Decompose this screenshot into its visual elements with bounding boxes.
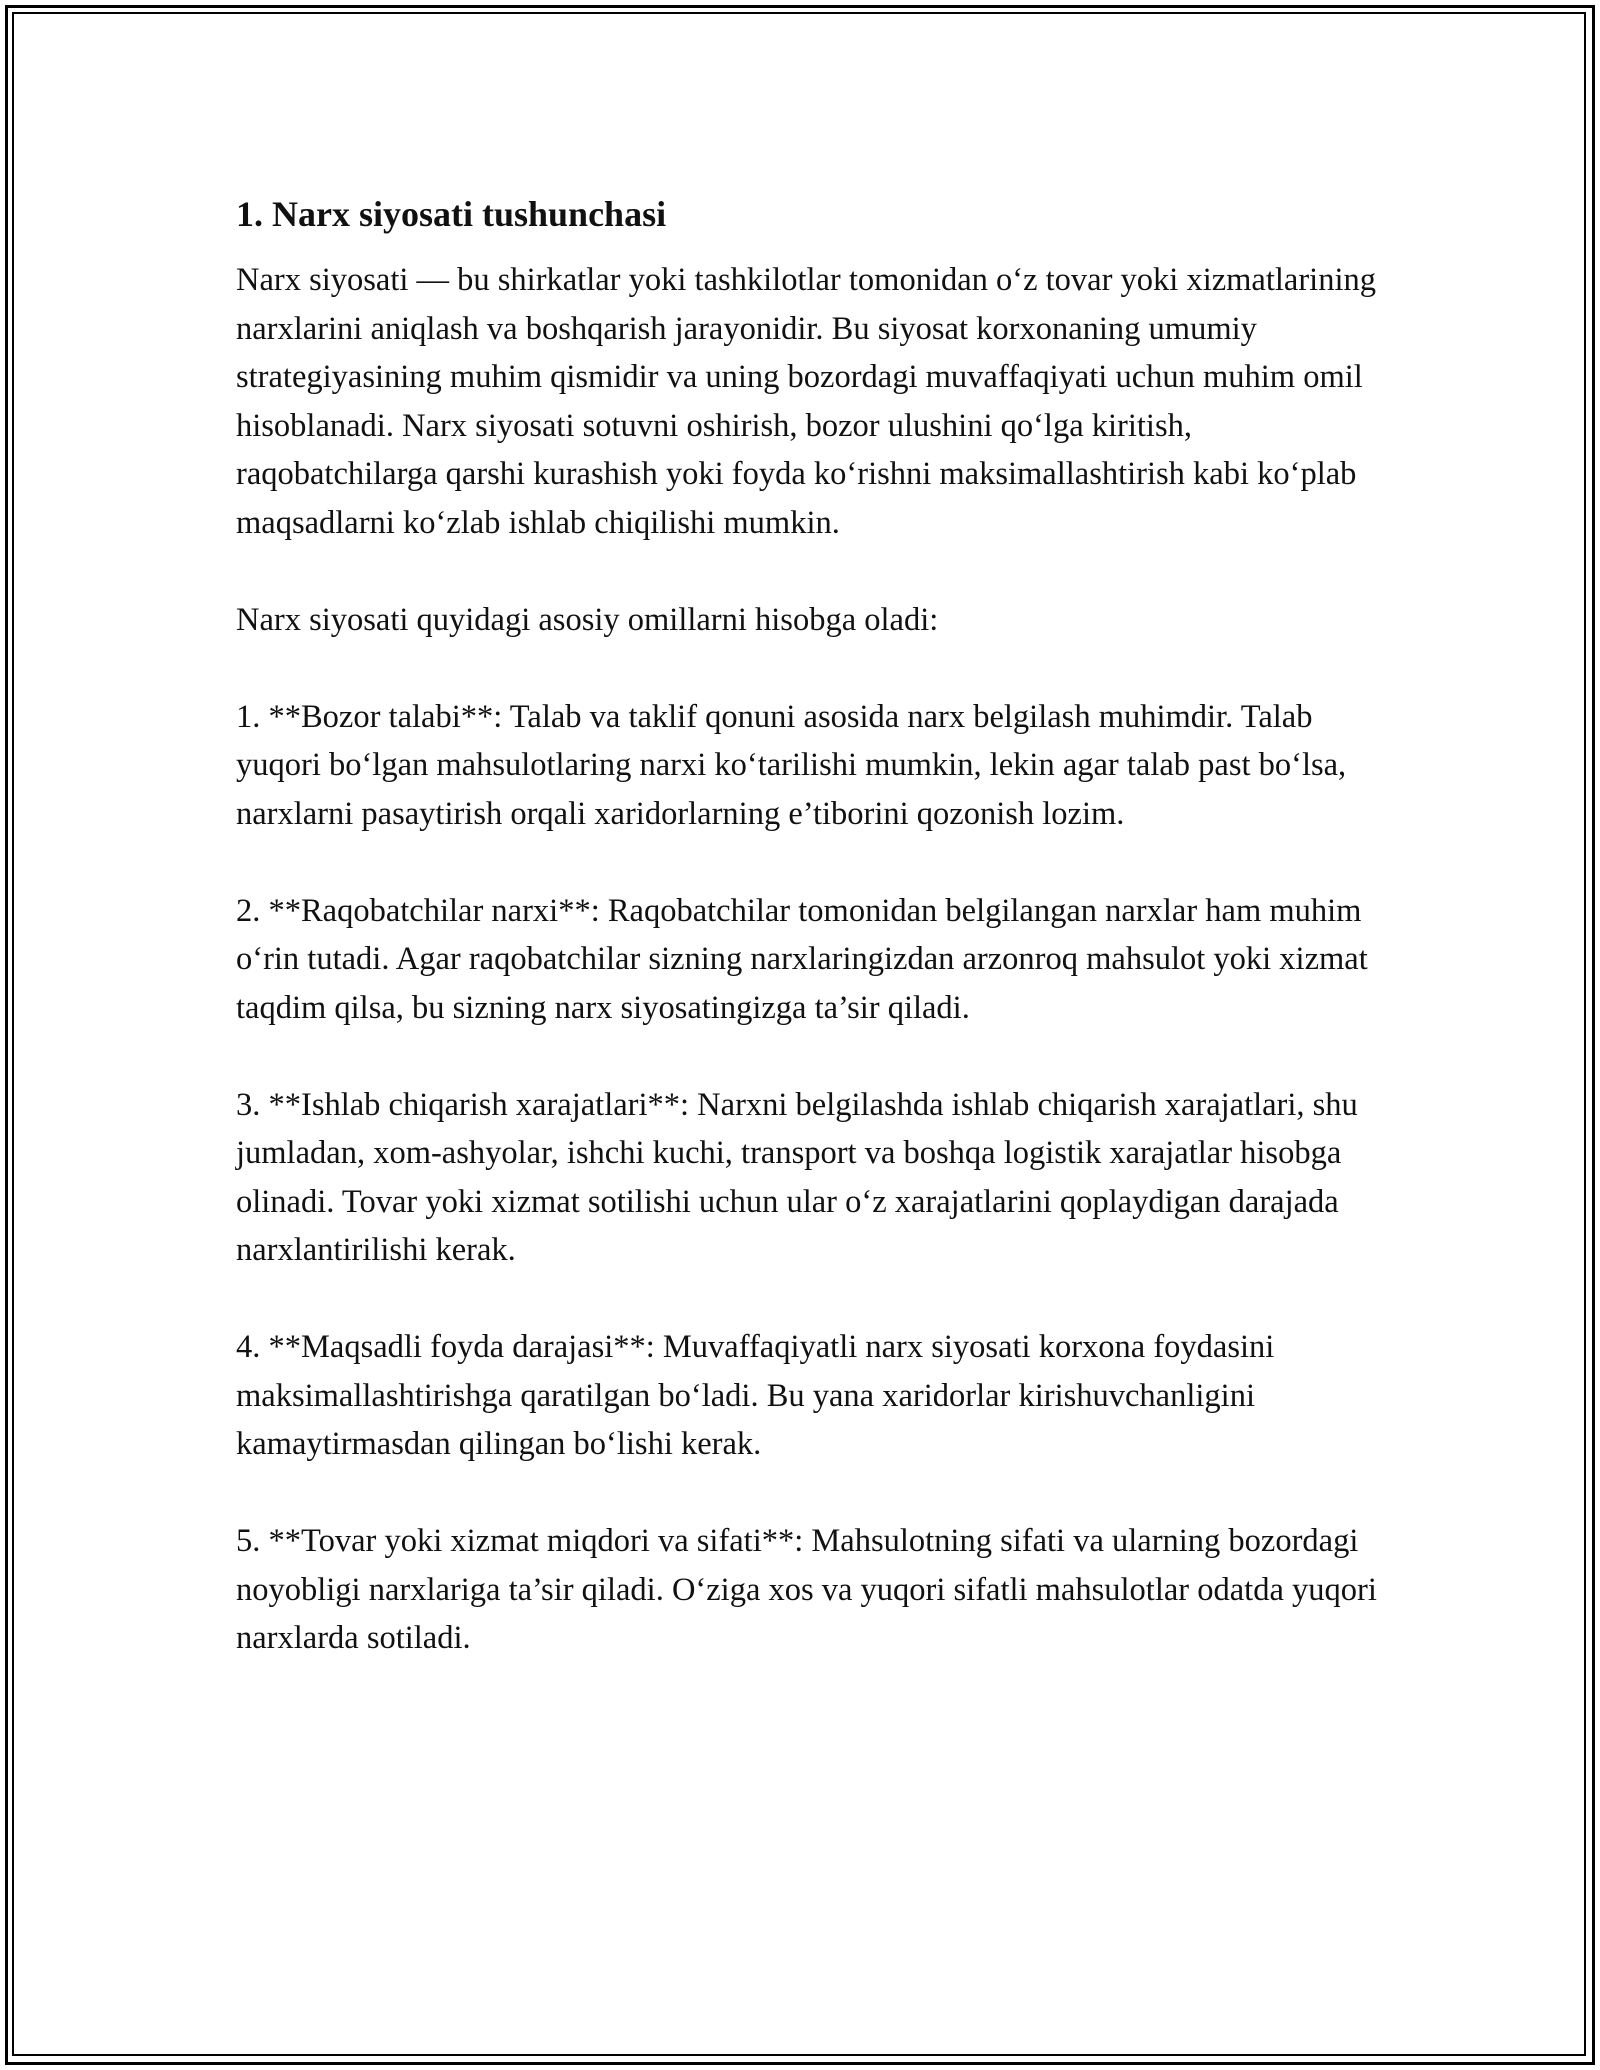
list-item-production-costs: 3. **Ishlab chiqarish xarajatlari**: Narxni belgilashda ishlab chiqarish xarajatlari, shu jumladan, xom-ashyolar, ishchi kuchi, transport va boshqa logistik xarajatlar hisobga olinadi. Tovar yoki xizmat sotilishi uchun ular o‘z xarajatlarini qoplaydigan darajada narxlantirilishi kerak. xyxy=(236,1086,1358,1268)
paragraph-factors-intro: Narx siyosati quyidagi asosiy omillarni hisobga oladi: xyxy=(236,601,939,638)
document-body xyxy=(236,188,1386,1711)
document-title: 1. Narx siyosati tushunchasi xyxy=(236,194,667,234)
list-item-target-profit: 4. **Maqsadli foyda darajasi**: Muvaffaqiyatli narx siyosati korxona foydasini maksimallashtirishga qaratilgan bo‘ladi. Bu yana xaridorlar kirishuvchanligini kamaytirmasdan qilingan bo‘lishi kerak. xyxy=(236,1329,1275,1462)
list-item-competitor-prices: 2. **Raqobatchilar narxi**: Raqobatchilar tomonidan belgilangan narxlar ham muhim o‘rin tutadi. Agar raqobatchilar sizning narxlaringizdan arzonroq mahsulot yoki xizmat taqdim qilsa, bu sizning narx siyosatingizga ta’sir qiladi. xyxy=(236,892,1368,1026)
list-item-quality-quantity: 5. **Tovar yoki xizmat miqdori va sifati**: Mahsulotning sifati va ularning bozordagi noyobligi narxlariga ta’sir qiladi. O‘ziga xos va yuqori sifatli mahsulotlar odatda yuqori narxlarda sotiladi. xyxy=(236,1523,1377,1656)
list-item-market-demand: 1. **Bozor talabi**: Talab va taklif qonuni asosida narx belgilash muhimdir. Talab yuqori bo‘lgan mahsulotlaring narxi ko‘tarilishi mumkin, lekin agar talab past bo‘lsa, narxlarni pasaytirish orqali xaridorlarning e’tiborini qozonish lozim. xyxy=(236,698,1347,832)
paragraph-definition: Narx siyosati — bu shirkatlar yoki tashkilotlar tomonidan o‘z tovar yoki xizmatlarining narxlarini aniqlash va boshqarish jarayonidir. Bu siyosat korxonaning umumiy strategiyasining muhim qismidir va uning bozordagi muvaffaqiyati uchun muhim omil hisoblanadi. Narx siyosati sotuvni oshirish, bozor ulushini qo‘lga kiritish, raqobatchilarga qarshi kurashish yoki foyda ko‘rishni maksimallashtirish kabi ko‘plab maqsadlarni ko‘zlab ishlab chiqilishi mumkin. xyxy=(236,262,1376,541)
